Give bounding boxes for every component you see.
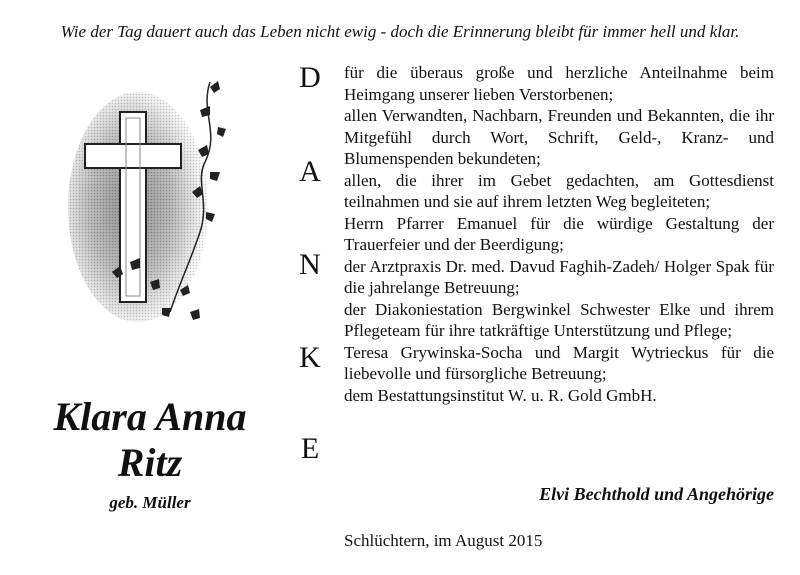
motto: Wie der Tag dauert auch das Leben nicht ewig - doch die Erinnerung bleibt für immer hell und klar. — [60, 22, 740, 41]
deceased-first-names: Klara Anna — [53, 394, 247, 439]
thanks-item: dem Bestattungsinstitut W. u. R. Gold GmbH. — [344, 385, 657, 405]
place-date: Schlüchtern, im August 2015 — [344, 531, 543, 550]
thanks-item: der Arztpraxis Dr. med. Davud Faghih-Zadeh/ Holger Spak für die jahrelange Betreuung; — [344, 256, 774, 297]
danke-letter-e: E — [300, 432, 320, 465]
birth-name: geb. Müller — [109, 493, 191, 512]
deceased-surname: Ritz — [117, 440, 183, 485]
danke-letter-d: D — [299, 61, 321, 94]
thanks-item: allen, die ihrer im Gebet gedachten, am Gottesdienst teilnahmen und sie auf ihrem letzten Weg begleiteten; — [344, 170, 774, 211]
danke-letter-k: K — [299, 341, 321, 374]
thanks-item: allen Verwandten, Nachbarn, Freunden und Bekannten, die ihr Mitgefühl durch Wort, Schrift, Geld-, Kranz- und Blumenspenden bekundeten; — [344, 106, 774, 168]
danke-letter-n: N — [299, 248, 321, 281]
danke-letter-a: A — [299, 155, 321, 188]
thanks-item: Teresa Grywinska-Socha und Margit Wytrieckus für die liebevolle und fürsorgliche Betreuung; — [344, 342, 774, 383]
thanks-list — [344, 62, 774, 406]
cross-icon — [60, 72, 240, 327]
thanks-item: für die überaus große und herzliche Anteilnahme beim Heimgang unserer lieben Verstorbenen; — [344, 63, 774, 104]
thanks-item: der Diakoniestation Bergwinkel Schwester Elke und ihrem Pflegeteam für ihre tatkräftige Unterstützung und Pflege; — [344, 299, 774, 340]
signature: Elvi Bechthold und Angehörige — [539, 484, 774, 504]
thanks-item: Herrn Pfarrer Emanuel für die würdige Gestaltung der Trauerfeier und der Beerdigung; — [344, 213, 774, 254]
